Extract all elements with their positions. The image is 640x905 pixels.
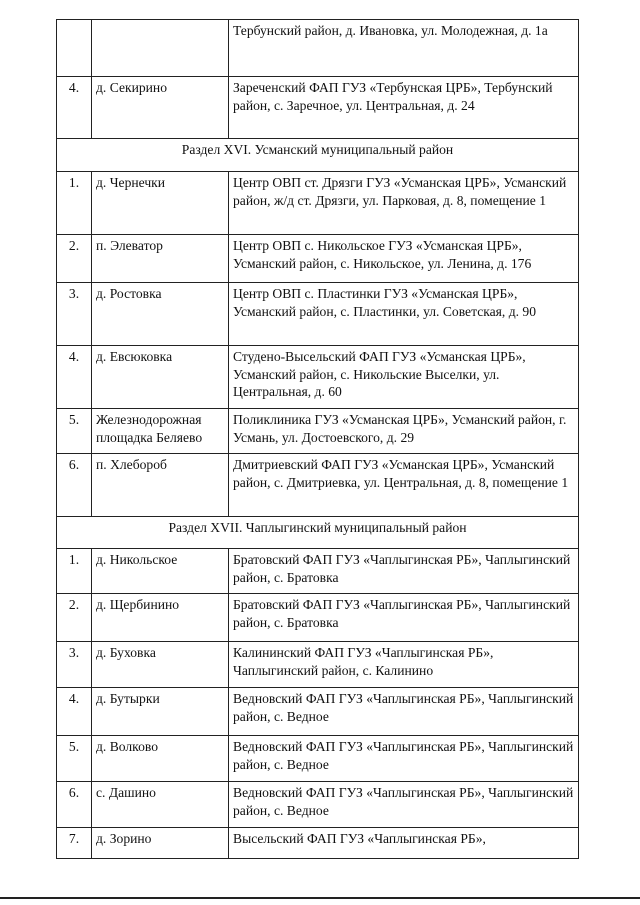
table-row xyxy=(57,409,579,454)
table-row xyxy=(57,594,579,642)
row-number: 1. xyxy=(57,549,92,594)
row-number: 2. xyxy=(57,235,92,283)
row-number: 6. xyxy=(57,782,92,828)
table-row xyxy=(57,642,579,688)
locations-table xyxy=(56,19,579,859)
table-row xyxy=(57,782,579,828)
table-row xyxy=(57,77,579,139)
facility-address: Братовский ФАП ГУЗ «Чаплыгинская РБ», Чаплыгинский район, с. Братовка xyxy=(229,594,579,642)
row-number: 2. xyxy=(57,594,92,642)
row-number: 4. xyxy=(57,346,92,409)
table-row xyxy=(57,688,579,736)
page-bottom-rule xyxy=(0,897,640,899)
row-number: 3. xyxy=(57,283,92,346)
row-number: 6. xyxy=(57,454,92,517)
table-row xyxy=(57,235,579,283)
facility-address: Зареченский ФАП ГУЗ «Тербунская ЦРБ», Тербунский район, с. Заречное, ул. Центральная, д. 24 xyxy=(229,77,579,139)
settlement-name: п. Хлебороб xyxy=(92,454,229,517)
section-row xyxy=(57,517,579,549)
settlement-name xyxy=(92,20,229,77)
facility-address: Центр ОВП с. Пластинки ГУЗ «Усманская ЦРБ», Усманский район, с. Пластинки, ул. Советская, д. 90 xyxy=(229,283,579,346)
row-number: 7. xyxy=(57,828,92,859)
facility-address: Ведновский ФАП ГУЗ «Чаплыгинская РБ», Чаплыгинский район, с. Ведное xyxy=(229,736,579,782)
facility-address: Центр ОВП ст. Дрязги ГУЗ «Усманская ЦРБ», Усманский район, ж/д ст. Дрязги, ул. Парковая, д. 8, помещение 1 xyxy=(229,172,579,235)
settlement-name: п. Элеватор xyxy=(92,235,229,283)
table-row xyxy=(57,549,579,594)
table-row xyxy=(57,736,579,782)
settlement-name: д. Секирино xyxy=(92,77,229,139)
settlement-name: д. Буховка xyxy=(92,642,229,688)
facility-address: Центр ОВП с. Никольское ГУЗ «Усманская ЦРБ», Усманский район, с. Никольское, ул. Ленина, д. 176 xyxy=(229,235,579,283)
table-row xyxy=(57,828,579,859)
facility-address: Калининский ФАП ГУЗ «Чаплыгинская РБ», Чаплыгинский район, с. Калинино xyxy=(229,642,579,688)
settlement-name: д. Щербинино xyxy=(92,594,229,642)
row-number: 4. xyxy=(57,688,92,736)
table-row xyxy=(57,172,579,235)
facility-address: Дмитриевский ФАП ГУЗ «Усманская ЦРБ», Усманский район, с. Дмитриевка, ул. Центральная, д. 8, помещение 1 xyxy=(229,454,579,517)
facility-address: Ведновский ФАП ГУЗ «Чаплыгинская РБ», Чаплыгинский район, с. Ведное xyxy=(229,782,579,828)
facility-address: Братовский ФАП ГУЗ «Чаплыгинская РБ», Чаплыгинский район, с. Братовка xyxy=(229,549,579,594)
table-row xyxy=(57,454,579,517)
row-number: 5. xyxy=(57,409,92,454)
facility-address: Поликлиника ГУЗ «Усманская ЦРБ», Усманский район, г. Усмань, ул. Достоевского, д. 29 xyxy=(229,409,579,454)
settlement-name: д. Ростовка xyxy=(92,283,229,346)
table-body xyxy=(57,20,579,859)
row-number xyxy=(57,20,92,77)
settlement-name: д. Чернечки xyxy=(92,172,229,235)
row-number: 5. xyxy=(57,736,92,782)
settlement-name: д. Волково xyxy=(92,736,229,782)
settlement-name: д. Зорино xyxy=(92,828,229,859)
facility-address: Высельский ФАП ГУЗ «Чаплыгинская РБ», xyxy=(229,828,579,859)
facility-address: Студено-Высельский ФАП ГУЗ «Усманская ЦРБ», Усманский район, с. Никольские Выселки, ул. Центральная, д. 60 xyxy=(229,346,579,409)
table-row xyxy=(57,20,579,77)
section-heading: Раздел XVI. Усманский муниципальный район xyxy=(57,139,579,172)
settlement-name: д. Бутырки xyxy=(92,688,229,736)
settlement-name: Железнодорожная площадка Беляево xyxy=(92,409,229,454)
settlement-name: д. Евсюковка xyxy=(92,346,229,409)
settlement-name: с. Дашино xyxy=(92,782,229,828)
row-number: 3. xyxy=(57,642,92,688)
settlement-name: д. Никольское xyxy=(92,549,229,594)
facility-address: Тербунский район, д. Ивановка, ул. Молодежная, д. 1а xyxy=(229,20,579,77)
section-heading: Раздел XVII. Чаплыгинский муниципальный район xyxy=(57,517,579,549)
facility-address: Ведновский ФАП ГУЗ «Чаплыгинская РБ», Чаплыгинский район, с. Ведное xyxy=(229,688,579,736)
table-row xyxy=(57,283,579,346)
row-number: 4. xyxy=(57,77,92,139)
row-number: 1. xyxy=(57,172,92,235)
section-row xyxy=(57,139,579,172)
table-row xyxy=(57,346,579,409)
